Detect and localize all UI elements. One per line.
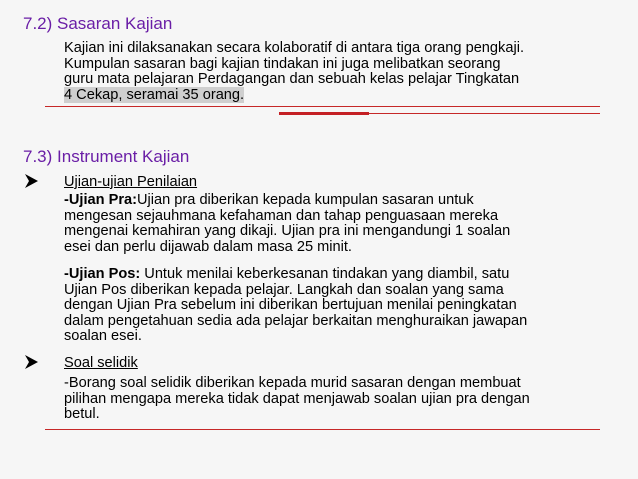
paragraph-line: dengan Ujian Pra sebelum ini diberikan bertujuan menilai peningkatan — [64, 297, 517, 314]
paragraph-line: Kumpulan sasaran bagi kajian tindakan ini juga melibatkan seorang — [64, 55, 501, 72]
arrowhead-bullet-icon — [23, 354, 39, 370]
paragraph-line: Ujian Pos diberikan kepada pelajar. Langkah dan soalan yang sama — [64, 281, 504, 298]
bullet-label-soal-selidik: Soal selidik — [64, 355, 138, 371]
paragraph-line: pilihan mengapa mereka tidak dapat menjawab soalan ujian pra dengan — [64, 390, 530, 407]
section-title-sasaran: 7.2) Sasaran Kajian — [23, 14, 173, 33]
divider-line-upper — [45, 106, 600, 107]
divider-line-lower — [369, 113, 600, 114]
ujian-pos-paragraph — [64, 267, 634, 345]
paragraph-line: Kajian ini dilaksanakan secara kolaboratif di antara tiga orang pengkaji. — [64, 40, 524, 56]
soal-selidik-paragraph — [64, 376, 634, 423]
paragraph-line: dalam pengetahuan sedia ada pelajar berkaitan menghuraikan jawapan — [64, 312, 528, 329]
sasaran-paragraph — [64, 41, 634, 103]
section-title-instrument: 7.3) Instrument Kajian — [23, 147, 190, 166]
bullet-label-ujian: Ujian-ujian Penilaian — [64, 174, 198, 190]
paragraph-line: guru mata pelajaran Perdagangan dan sebuah kelas pelajar Tingkatan — [64, 71, 520, 88]
ujian-pos-text: Untuk menilai keberkesanan tindakan yang diambil, satu — [140, 266, 510, 282]
paragraph-line: -Borang soal selidik diberikan kepada murid sasaran dengan membuat — [64, 375, 521, 391]
paragraph-line: esei dan perlu dijawab dalam masa 25 minit. — [64, 238, 352, 255]
ujian-pos-lead: -Ujian Pos: — [64, 266, 141, 282]
paragraph-line — [64, 88, 634, 104]
paragraph-line: betul. — [64, 406, 100, 423]
paragraph-line-highlight: 4 Cekap, seramai 35 orang. — [64, 86, 245, 103]
arrowhead-bullet-icon — [23, 173, 39, 189]
divider-line-bottom — [45, 429, 600, 430]
ujian-pra-paragraph — [64, 193, 634, 255]
ujian-pra-lead: -Ujian Pra: — [64, 192, 137, 208]
ujian-pra-text: Ujian pra diberikan kepada kumpulan sasaran untuk — [136, 192, 474, 208]
paragraph-line — [64, 193, 634, 209]
paragraph-line: mengesan sejauhmana kefahaman dan tahap penguasaan mereka — [64, 207, 499, 224]
accent-bar — [279, 112, 369, 115]
paragraph-line: soalan esei. — [64, 328, 142, 345]
paragraph-line — [64, 267, 634, 283]
paragraph-line: mengenai kemahiran yang dikaji. Ujian pra ini mengandungi 1 soalan — [64, 223, 511, 240]
